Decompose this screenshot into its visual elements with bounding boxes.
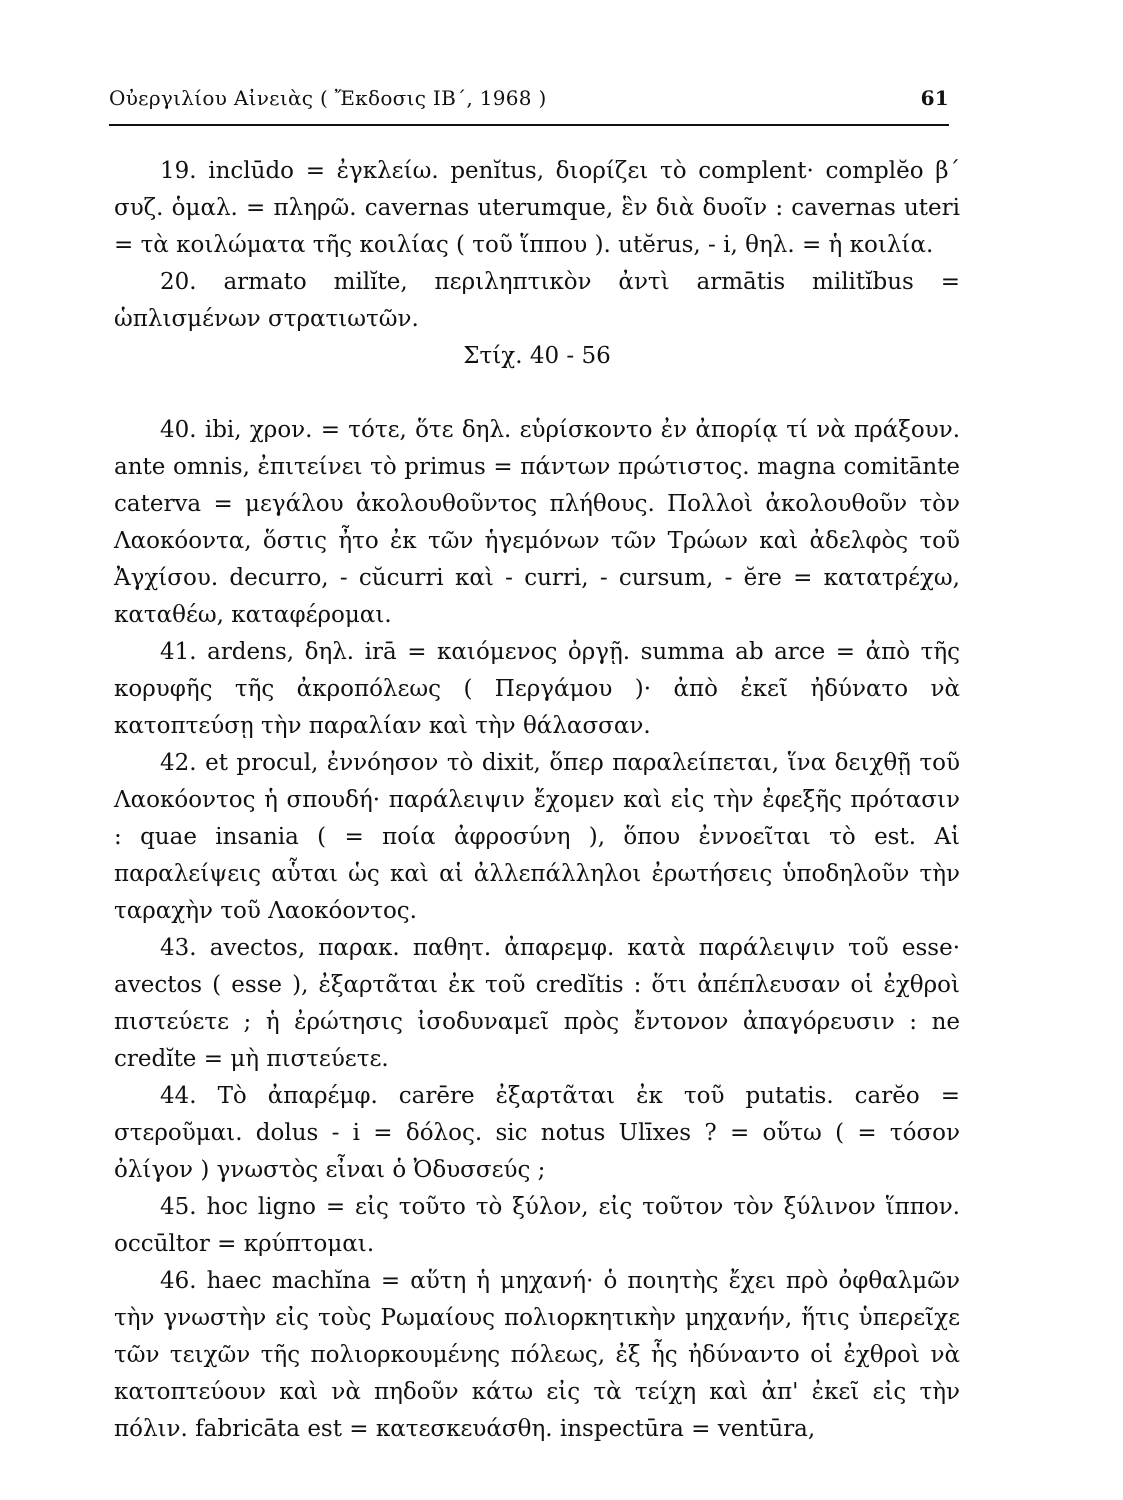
running-header <box>109 86 949 116</box>
note-43: 43. avectos, παρακ. παθητ. ἀπαρεμφ. κατὰ παράλειψιν τοῦ esse· avectos ( esse ), ἐξαρτᾶται ἐκ τοῦ credĭtis : ὅτι ἀπέπλευσαν οἱ ἐχθροὶ πιστεύετε ; ἡ ἐρώτησις ἰσοδυναμεῖ πρὸς ἔντονον ἀπαγόρευσιν : ne credĭte = μὴ πιστεύετε. <box>114 935 960 1072</box>
page-number: 61 <box>920 86 949 110</box>
note-44: 44. Τὸ ἀπαρέμφ. carēre ἐξαρτᾶται ἐκ τοῦ putatis. carĕo = στεροῦμαι. dolus - i = δόλος. sic notus Ulīxes ? = οὕτω ( = τόσον ὀλίγον ) γνωστὸς εἶναι ὁ Ὀδυσσεύς ; <box>114 1083 960 1183</box>
note-46: 46. haec machĭna = αὕτη ἡ μηχανή· ὁ ποιητὴς ἔχει πρὸ ὀφθαλμῶν τὴν γνωστὴν εἰς τοὺς Ρωμαίους πολιορκητικὴν μηχανήν, ἥτις ὑπερεῖχε τῶν τειχῶν τῆς πολιορκουμένης πόλεως, ἐξ ἧς ἠδύναντο οἱ ἐχθροὶ νὰ κατοπτεύουν καὶ νὰ πηδοῦν κάτω εἰς τὰ τείχη καὶ ἀπ' ἐκεῖ εἰς τὴν πόλιν. fabricāta est = κατεσκευάσθη. inspectūra = ventūra, <box>114 1268 960 1442</box>
note-19: 19. inclūdo = ἐγκλείω. penĭtus, διορίζει τὸ complent· complĕo β΄ συζ. ὁμαλ. = πληρῶ. cavernas uterumque, ἓν διὰ δυοῖν : cavernas uteri = τὰ κοιλώματα τῆς κοιλίας ( τοῦ ἵππου ). utĕrus, - i, θηλ. = ἡ κοιλία. <box>114 158 960 258</box>
note-42: 42. et procul, ἐννόησον τὸ dixit, ὅπερ παραλείπεται, ἵνα δειχθῇ τοῦ Λαοκόοντος ἡ σπουδή· παράλειψιν ἔχομεν καὶ εἰς τὴν ἐφεξῆς πρότασιν : quae insania ( = ποία ἀφροσύνη ), ὅπου ἐννοεῖται τὸ est. Αἱ παραλείψεις αὗται ὡς καὶ αἱ ἀλλεπάλληλοι ἐρωτήσεις ὑποδηλοῦν τὴν ταραχὴν τοῦ Λαοκόοντος. <box>114 750 960 924</box>
note-45: 45. hoc ligno = εἰς τοῦτο τὸ ξύλον, εἰς τοῦτον τὸν ξύλινον ἵππον. occūltor = κρύπτομαι. <box>114 1194 960 1257</box>
note-20: 20. armato milĭte, περιληπτικὸν ἀντὶ armātis militĭbus = ὡπλισμένων στρατιωτῶν. <box>114 269 960 332</box>
commentary-body <box>114 153 960 1448</box>
running-title: Οὐεργιλίου Αἰνειὰς ( Ἔκδοσις ΙΒ΄, 1968 ) <box>109 86 547 110</box>
note-41: 41. ardens, δηλ. irā = καιόμενος ὀργῇ. summa ab arce = ἀπὸ τῆς κορυφῆς τῆς ἀκροπόλεως ( Περγάμου )· ἀπὸ ἐκεῖ ἠδύνατο νὰ κατοπτεύσῃ τὴν παραλίαν καὶ τὴν θάλασσαν. <box>114 639 960 739</box>
header-rule <box>109 124 949 126</box>
note-40: 40. ibi, χρον. = τότε, ὅτε δηλ. εὑρίσκοντο ἐν ἀπορίᾳ τί νὰ πράξουν. ante omnis, ἐπιτείνει τὸ primus = πάντων πρώτιστος. magna comitānte caterva = μεγάλου ἀκολουθοῦντος πλήθους. Πολλοὶ ἀκολουθοῦν τὸν Λαοκόοντα, ὅστις ἦτο ἐκ τῶν ἡγεμόνων τῶν Τρώων καὶ ἀδελφὸς τοῦ Ἀγχίσου. decurro, - cŭcurri καὶ - curri, - cursum, - ĕre = κατατρέχω, καταθέω, καταφέρομαι. <box>114 417 960 628</box>
section-heading: Στίχ. 40 - 56 <box>463 343 611 369</box>
